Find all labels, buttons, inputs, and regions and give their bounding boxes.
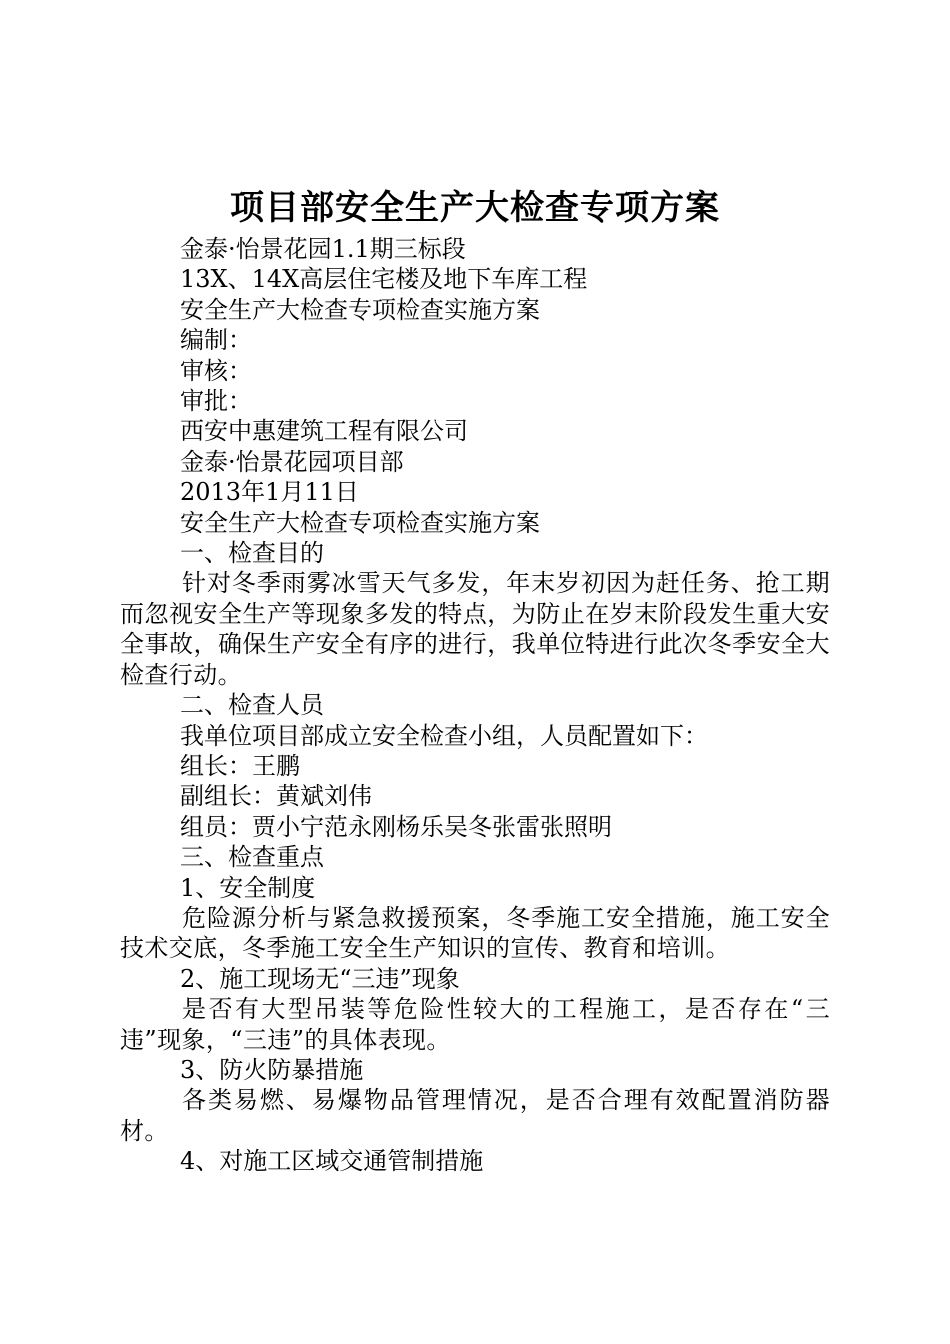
section-1-heading: 一、检查目的 (180, 539, 324, 568)
company-name: 西安中惠建筑工程有限公司 (180, 417, 468, 446)
department-name: 金泰·怡景花园项目部 (180, 447, 404, 476)
approved-by-label: 审批： (180, 387, 252, 416)
reviewed-by-label: 审核： (180, 356, 252, 385)
plan-name: 安全生产大检查专项检查实施方案 (180, 295, 540, 324)
section-2-intro: 我单位项目部成立安全检查小组，人员配置如下： (180, 721, 708, 750)
section-2-heading: 二、检查人员 (180, 691, 324, 720)
item-3-heading: 3、防火防暴措施 (180, 1055, 364, 1084)
team-deputy: 副组长：黄斌刘伟 (180, 782, 372, 811)
prepared-by-label: 编制： (180, 326, 252, 355)
item-1-heading: 1、安全制度 (180, 873, 316, 902)
team-leader: 组长：王鹏 (180, 751, 300, 780)
item-2-paragraph: 是否有大型吊装等危险性较大的工程施工，是否存在“三违”现象，“三违”的具体表现。 (120, 995, 830, 1054)
item-4-heading: 4、对施工区域交通管制措施 (180, 1147, 484, 1176)
document-title: 项目部安全生产大检查专项方案 (230, 188, 720, 228)
project-line-2: 13X、14X高层住宅楼及地下车库工程 (180, 265, 588, 294)
document-date: 2013年1月11日 (180, 478, 359, 507)
section-1-paragraph: 针对冬季雨雾冰雪天气多发，年末岁初因为赶任务、抢工期而忽视安全生产等现象多发的特点，为防止在岁末阶段发生重大安全事故，确保生产安全有序的进行，我单位特进行此次冬季安全大检查行动。 (120, 569, 830, 689)
body-title: 安全生产大检查专项检查实施方案 (180, 508, 540, 537)
item-2-heading: 2、施工现场无“三违”现象 (180, 964, 460, 993)
team-members: 组员：贾小宁范永刚杨乐吴冬张雷张照明 (180, 812, 612, 841)
project-line-1: 金泰·怡景花园1.1期三标段 (180, 235, 466, 263)
document-body (120, 234, 830, 1177)
item-3-paragraph: 各类易燃、易爆物品管理情况，是否合理有效配置消防器材。 (120, 1086, 830, 1145)
item-1-paragraph: 危险源分析与紧急救援预案，冬季施工安全措施，施工安全技术交底，冬季施工安全生产知识的宣传、教育和培训。 (120, 903, 830, 963)
section-3-heading: 三、检查重点 (180, 843, 324, 872)
